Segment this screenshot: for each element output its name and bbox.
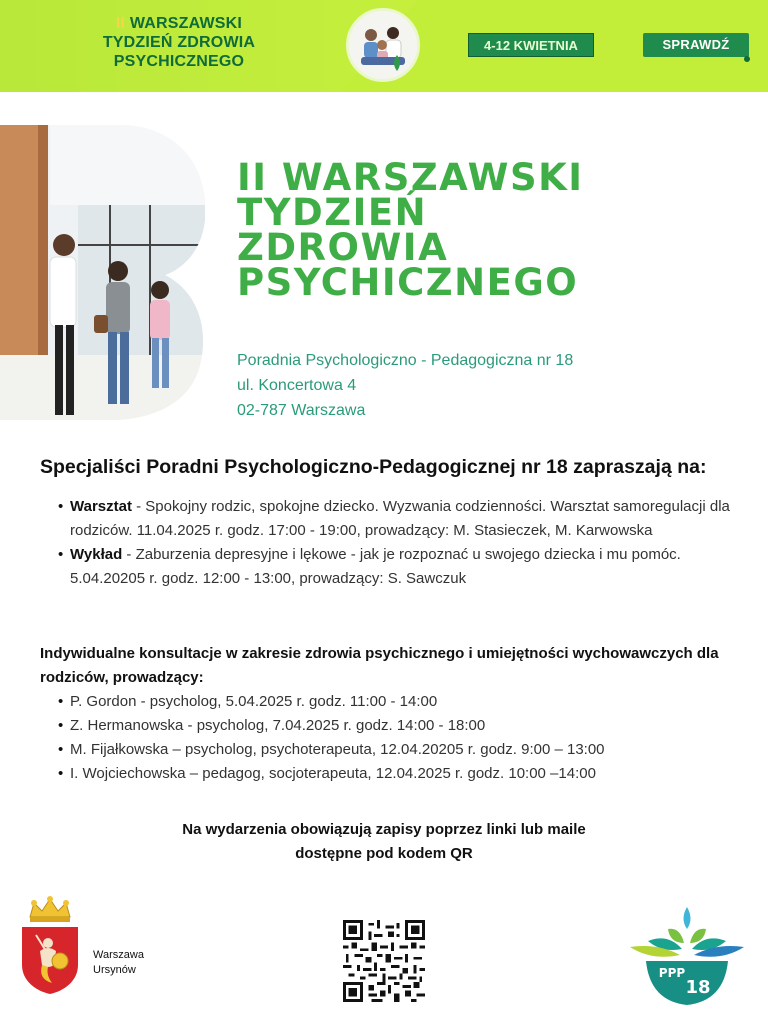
check-button[interactable]: SPRAWDŹ	[643, 33, 749, 57]
qr-code[interactable]	[343, 920, 425, 1002]
ppp-logo-text: PPP	[658, 966, 686, 980]
consultations-heading: Indywidualne konsultacje w zakresie zdrowia psychicznego i umiejętności wychowawczych dla rodziców, prowadzący:	[40, 645, 719, 686]
event-item	[58, 495, 738, 543]
address-block	[237, 348, 737, 423]
family-photo-illustration	[349, 11, 417, 79]
district-name	[93, 948, 144, 978]
event-item	[58, 543, 738, 591]
hero-photo	[0, 125, 205, 420]
banner-dot-decoration	[744, 56, 750, 62]
date-badge: 4-12 KWIETNIA	[468, 33, 594, 57]
address-line1: Poradnia Psychologiczno - Pedagogiczna nr 18	[237, 352, 574, 369]
family-photo	[346, 8, 420, 82]
consultation-item: • I. Wojciechowska – pedagog, socjoterapeuta, 12.04.2025 r. godz. 10:00 –14:00	[58, 762, 738, 786]
main-title-line3: ZDROWIA	[237, 226, 449, 269]
ppp-logo-number: 18	[685, 977, 711, 998]
banner-title-line2: TYDZIEŃ ZDROWIA	[102, 34, 256, 51]
registration-note	[100, 818, 668, 866]
warsaw-coat-of-arms-icon	[18, 895, 82, 995]
banner-title-line3: PSYCHICZNEGO	[113, 53, 245, 70]
ppp18-logo-icon	[628, 905, 746, 1009]
main-title-line4: PSYCHICZNEGO	[237, 261, 579, 304]
top-banner	[0, 0, 768, 92]
address-line2: ul. Koncertowa 4	[237, 377, 357, 394]
address-line3: 02-787 Warszawa	[237, 402, 366, 419]
main-title-line2: TYDZIEŃ	[237, 191, 428, 234]
consultations-list	[58, 690, 738, 786]
event-label: Warsztat	[70, 498, 132, 515]
event-text: - Spokojny rodzic, spokojne dziecko. Wyzwania codzienności. Warsztat samoregulacji dla rodziców. 11.04.2025 r. godz. 17:00 - 19:00, prowadzący: M. Stasieczek, M. Karwowska	[70, 498, 730, 539]
consultation-item: • P. Gordon - psycholog, 5.04.2025 r. godz. 11:00 - 14:00	[58, 690, 738, 714]
events-list	[58, 495, 738, 591]
registration-note-line1: Na wydarzenia obowiązują zapisy poprzez linki lub maile	[182, 821, 586, 838]
main-title	[237, 156, 737, 304]
event-text: - Zaburzenia depresyjne i lękowe - jak je rozpoznać u swojego dziecka i mu pomóc. 5.04.20205 r. godz. 12:00 - 13:00, prowadzący: S. Sawczuk	[70, 546, 681, 587]
district-line2: Ursynów	[93, 964, 136, 976]
district-line1: Warszawa	[93, 949, 144, 961]
consultation-item: • M. Fijałkowska – psycholog, psychoterapeuta, 12.04.20205 r. godz. 9:00 – 13:00	[58, 738, 738, 762]
registration-note-line2: dostępne pod kodem QR	[295, 845, 473, 862]
banner-title-line1: WARSZAWSKI	[129, 15, 243, 32]
main-title-line1: II WARSZAWSKI	[237, 156, 584, 199]
banner-title-roman: II	[115, 15, 126, 32]
invitation-heading: Specjaliści Poradni Psychologiczno-Pedagogicznej nr 18 zapraszają na:	[40, 456, 707, 478]
event-label: Wykład	[70, 546, 123, 563]
banner-title	[64, 14, 294, 71]
consultation-item: • Z. Hermanowska - psycholog, 7.04.2025 r. godz. 14:00 - 18:00	[58, 714, 738, 738]
